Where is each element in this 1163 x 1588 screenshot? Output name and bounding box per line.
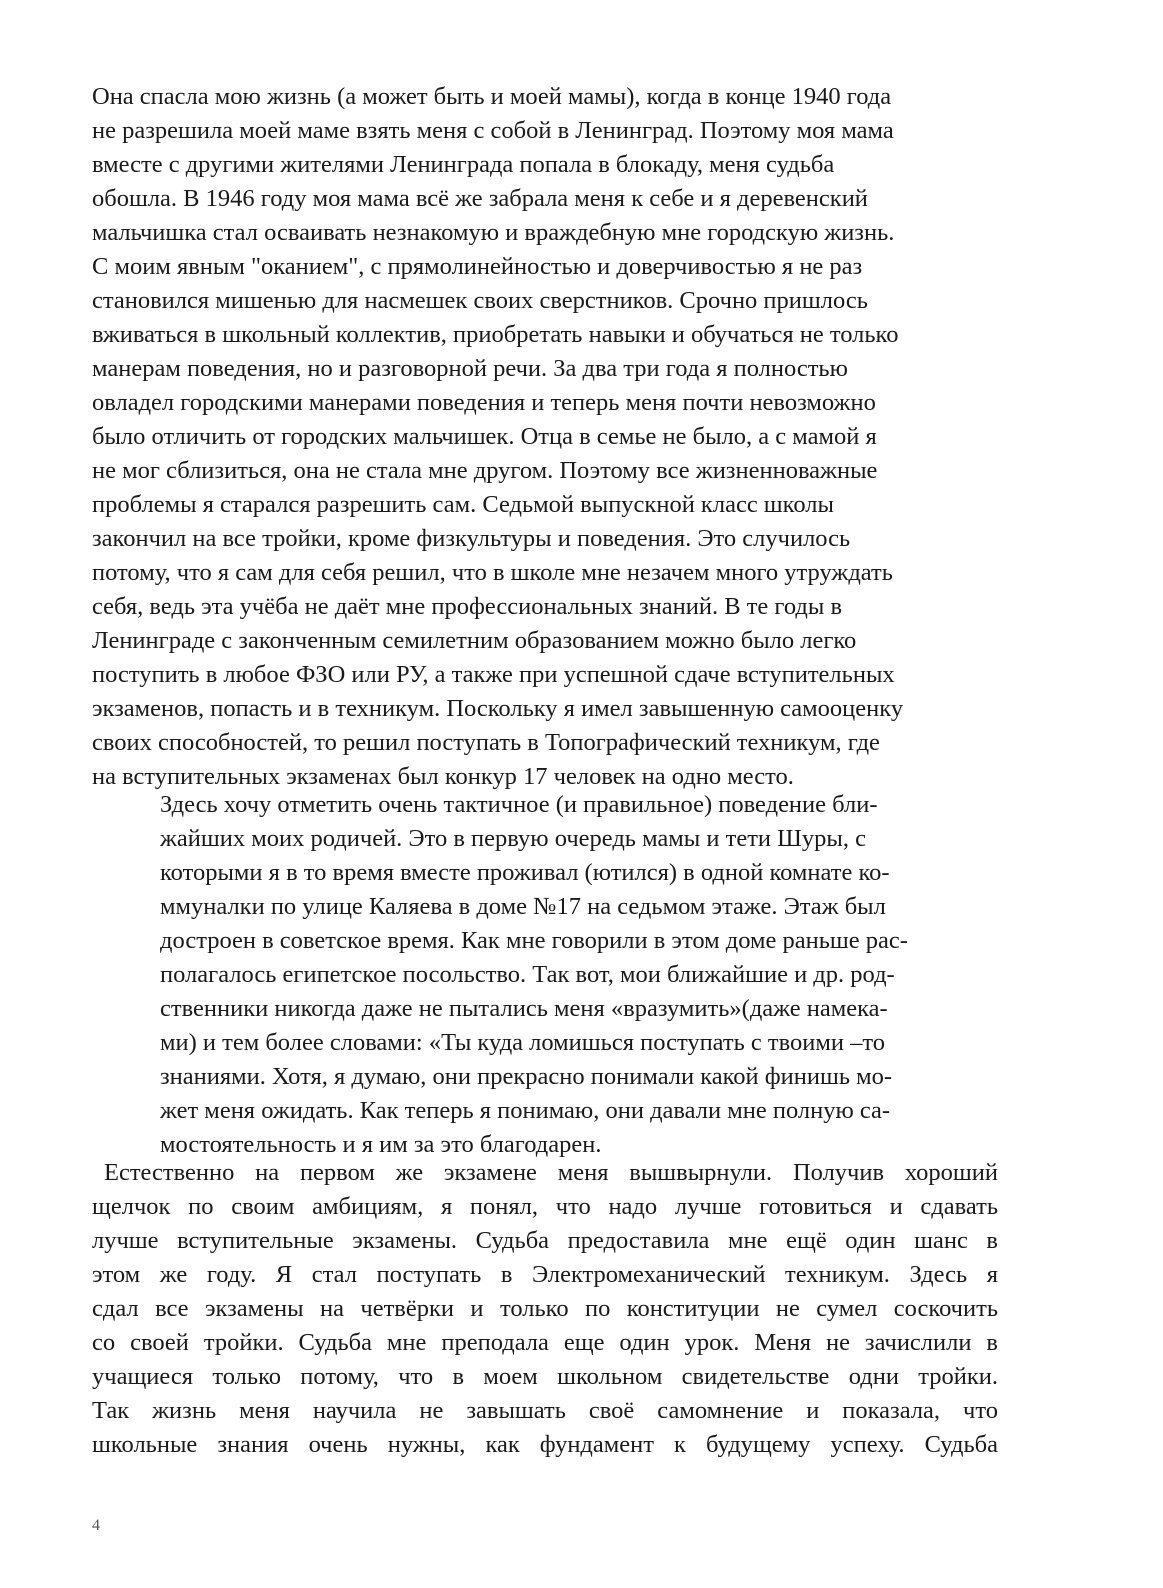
text-line: со своей тройки. Судьба мне преподала еще один урок. Меня не зачислили в bbox=[92, 1329, 998, 1356]
text-line: Ленинграде с законченным семилетним образованием можно было легко bbox=[92, 627, 857, 654]
text-line: экзаменов, попасть и в техникум. Поскольку я имел завышенную самооценку bbox=[92, 695, 904, 722]
text-line: мальчишка стал осваивать незнакомую и враждебную мне городскую жизнь. bbox=[92, 219, 895, 246]
text-line: сдал все экзамены на четвёрки и только по конституции не сумел соскочить bbox=[92, 1295, 998, 1322]
text-line: лучше вступительные экзамены. Судьба предоставила мне ещё один шанс в bbox=[92, 1227, 998, 1254]
page-number: 4 bbox=[92, 1517, 100, 1534]
text-line: не мог сблизиться, она не стала мне другом. Поэтому все жизненноважные bbox=[92, 457, 878, 484]
text-line: было отличить от городских мальчишек. Отца в семье не было, а с мамой я bbox=[92, 423, 877, 450]
text-line: вместе с другими жителями Ленинграда попала в блокаду, меня судьба bbox=[92, 151, 835, 178]
text-line: на вступительных экзаменах был конкур 17 человек на одно место. bbox=[92, 763, 794, 790]
text-line: обошла. В 1946 году моя мама всё же забрала меня к себе и я деревенский bbox=[92, 185, 868, 212]
text-line: Естественно на первом же экзамене меня вышвырнули. Получив хороший bbox=[104, 1159, 998, 1186]
text-line: закончил на все тройки, кроме физкультуры и поведения. Это случилось bbox=[92, 525, 851, 552]
text-line: овладел городскими манерами поведения и теперь меня почти невозможно bbox=[92, 389, 876, 416]
text-line: знаниями. Хотя, я думаю, они прекрасно понимали какой финишь мо- bbox=[160, 1063, 893, 1090]
text-line: достроен в советское время. Как мне говорили в этом доме раньше рас- bbox=[160, 927, 908, 954]
text-line: Так жизнь меня научила не завышать своё самомнение и показала, что bbox=[92, 1397, 998, 1424]
text-line: становился мишенью для насмешек своих сверстников. Срочно пришлось bbox=[92, 287, 868, 314]
text-line: этом же году. Я стал поступать в Электромеханический техникум. Здесь я bbox=[92, 1261, 998, 1288]
paragraph-exams bbox=[92, 1156, 998, 1462]
text-line: школьные знания очень нужны, как фундамент к будущему успеху. Судьба bbox=[92, 1431, 998, 1458]
text-line: потому, что я сам для себя решил, что в школе мне незачем много утруждать bbox=[92, 559, 893, 586]
text-line: жайших моих родичей. Это в первую очередь мамы и тети Шуры, с bbox=[160, 825, 866, 852]
text-line: ммуналки по улице Каляева в доме №17 на седьмом этаже. Этаж был bbox=[160, 893, 886, 920]
text-line: щелчок по своим амбициям, я понял, что надо лучше готовиться и сдавать bbox=[92, 1193, 998, 1220]
text-line: вживаться в школьный коллектив, приобретать навыки и обучаться не только bbox=[92, 321, 899, 348]
paragraph-relatives-quote bbox=[160, 788, 990, 1162]
text-line: проблемы я старался разрешить сам. Седьмой выпускной класс школы bbox=[92, 491, 834, 518]
text-line: Здесь хочу отметить очень тактичное (и правильное) поведение бли- bbox=[160, 791, 878, 818]
text-line: мостоятельность и я им за это благодарен. bbox=[160, 1131, 602, 1158]
text-line: полагалось египетское посольство. Так вот, мои ближайшие и др. род- bbox=[160, 961, 895, 988]
text-line: учащиеся только потому, что в моем школьном свидетельстве одни тройки. bbox=[92, 1363, 998, 1390]
text-line: С моим явным "оканием", с прямолинейностью и доверчивостью я не раз bbox=[92, 253, 863, 280]
text-line: ми) и тем более словами: «Ты куда ломишься поступать с твоими –то bbox=[160, 1029, 886, 1056]
text-line: манерам поведения, но и разговорной речи. За два три года я полностью bbox=[92, 355, 848, 382]
text-line: ственники никогда даже не пытались меня «вразумить»(даже намека- bbox=[160, 995, 888, 1022]
paragraph-childhood bbox=[92, 80, 998, 794]
text-line: жет меня ожидать. Как теперь я понимаю, они давали мне полную са- bbox=[160, 1097, 891, 1124]
text-line: себя, ведь эта учёба не даёт мне профессиональных знаний. В те годы в bbox=[92, 593, 843, 620]
text-line: своих способностей, то решил поступать в Топографический техникум, где bbox=[92, 729, 880, 756]
text-line: Она спасла мою жизнь (а может быть и моей мамы), когда в конце 1940 года bbox=[92, 83, 892, 110]
text-line: поступить в любое ФЗО или РУ, а также при успешной сдаче вступительных bbox=[92, 661, 895, 688]
text-line: не разрешила моей маме взять меня с собой в Ленинград. Поэтому моя мама bbox=[92, 117, 894, 144]
text-line: которыми я в то время вместе проживал (ютился) в одной комнате ко- bbox=[160, 859, 890, 886]
